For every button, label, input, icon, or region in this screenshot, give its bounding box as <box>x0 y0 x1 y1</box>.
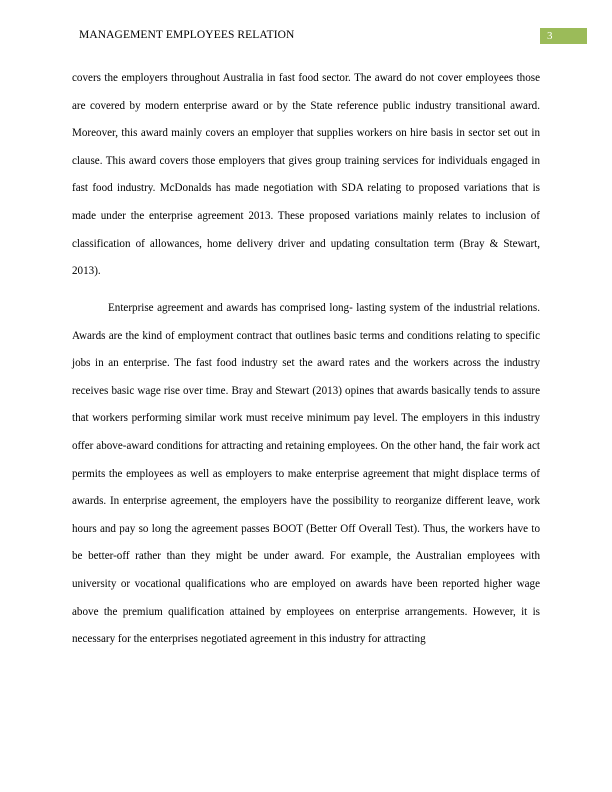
body-paragraph: Enterprise agreement and awards has comprised long- lasting system of the industrial relations. Awards are the kind of employment contract that outlines basic terms and conditions relating to specific jobs in an enterprise. The fast food industry set the award rates and the workers across the industry receives basic wage rise over time. Bray and Stewart (2013) opines that awards basically tends to assure that workers performing similar work must receive minimum pay level. The employers in this industry offer above-award conditions for attracting and retaining employees. On the other hand, the fair work act permits the employees as well as employers to make enterprise agreement that might displace terms of awards. In enterprise agreement, the employers have the possibility to reorganize different leave, work hours and pay so long the agreement passes BOOT (Better Off Overall Test). Thus, the workers have to be better-off rather than they might be under award. For example, the Australian employees with university or vocational qualifications who are employed on awards have been reported higher wage above the premium qualification attained by employees on enterprise arrangements. However, it is necessary for the enterprises negotiated agreement in this industry for attracting <box>72 302 540 646</box>
body-paragraph: covers the employers throughout Australia in fast food sector. The award do not cover employees those are covered by modern enterprise award or by the State reference public industry transitional award. Moreover, this award mainly covers an employer that supplies workers on hire basis in sector set out in clause. This award covers those employers that gives group training services for individuals engaged in fast food industry. McDonalds has made negotiation with SDA relating to proposed variations that is made under the enterprise agreement 2013. These proposed variations mainly relates to inclusion of classification of allowances, home delivery driver and updating consultation term (Bray & Stewart, 2013). <box>72 72 540 278</box>
page-number-badge: 3 <box>540 28 587 44</box>
running-header-title: MANAGEMENT EMPLOYEES RELATION <box>79 29 295 41</box>
